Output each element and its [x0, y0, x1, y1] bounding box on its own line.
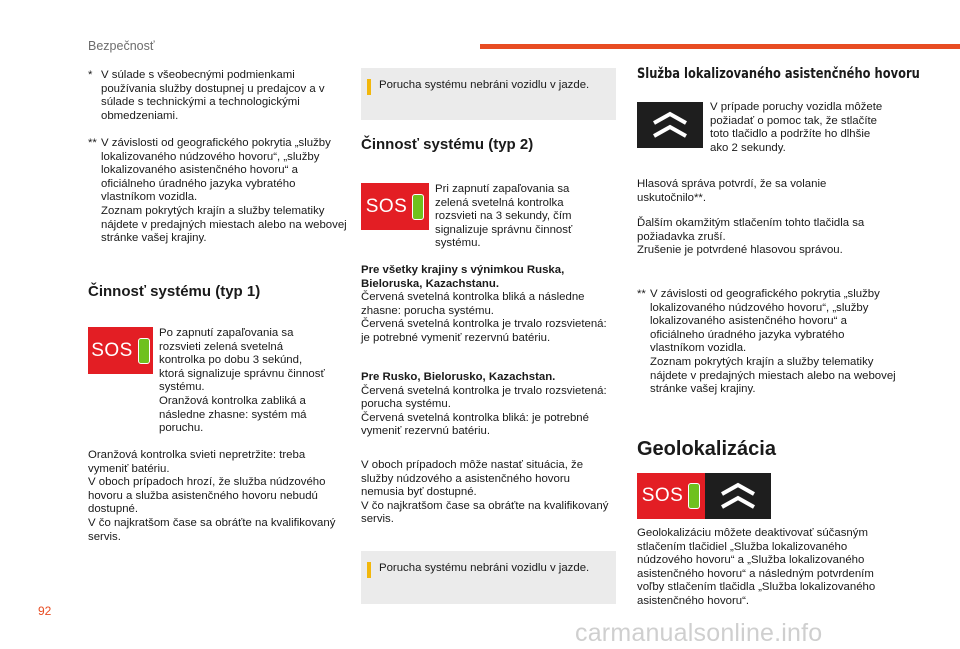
- type1-description: [159, 327, 329, 436]
- double-chevron-up-icon: [718, 480, 758, 512]
- cancel-paragraph: [637, 217, 897, 258]
- cancel-line1: Ďalším okamžitým stlačením tohto tlačidla sa požiadavka zruší.: [637, 217, 865, 243]
- geolocation-buttons-image: [637, 473, 771, 519]
- type2-block2: [361, 371, 616, 439]
- type1-desc-line1: Po zapnutí zapaľovania sa rozsvieti zelená svetelná kontrolka po dobu 3 sekúnd, ktorá signalizuje správnu činnosť systému.: [159, 327, 325, 394]
- type2-para-line2: V čo najkratšom čase sa obráťte na kvalifikovaný servis.: [361, 499, 609, 526]
- watermark: carmanualsonline.info: [575, 619, 823, 647]
- type2-block1-title: Pre všetky krajiny s výnimkou Ruska, Bieloruska, Kazachstanu.: [361, 264, 565, 290]
- type2-block1-line1: Červená svetelná kontrolka bliká a následne zhasne: porucha systému.: [361, 291, 585, 317]
- type2-block2-line2: Červená svetelná kontrolka bliká: je potrebné vymeniť rezervnú batériu.: [361, 411, 589, 438]
- page-number: 92: [38, 604, 52, 618]
- type2-paragraph: [361, 459, 616, 527]
- sos-label: SOS: [91, 339, 133, 361]
- footnote-1-mark: *: [88, 69, 93, 81]
- assistance-description: V prípade poruchy vozidla môžete požiadať o pomoc tak, že stlačíte toto tlačidlo a podržíte ho dlhšie ako 2 sekundy.: [710, 101, 883, 154]
- sos-label: SOS: [641, 485, 684, 506]
- footnote-2-text: V závislosti od geografického pokrytia „služby lokalizovaného núdzového hovoru“, „služby lokalizovaného asistenčného hovoru“ a oficiálneho úradného jazyka vybratého vlastníkom vozidla.: [101, 137, 331, 204]
- info-icon: [367, 562, 371, 578]
- sos-label: SOS: [365, 195, 408, 217]
- green-led-icon: [138, 338, 150, 364]
- info-box-bottom-text: Porucha systému nebráni vozidlu v jazde.: [379, 562, 590, 574]
- info-box-bottom: [361, 551, 616, 604]
- heading-type2: Činnosť systému (typ 2): [361, 136, 534, 153]
- info-box-top-text: Porucha systému nebráni vozidlu v jazde.: [379, 79, 590, 91]
- header-accent-bar: [480, 44, 960, 49]
- heading-assistance-call: Služba lokalizovaného asistenčného hovoru: [637, 66, 920, 82]
- assistance-button-image: [637, 102, 703, 148]
- type1-desc-line2: Oranžová kontrolka zabliká a následne zhasne: systém má poruchu.: [159, 394, 307, 435]
- assistance-button-small: [705, 473, 771, 519]
- footnote-1: [88, 69, 348, 123]
- sos-indicator-type1: [88, 327, 153, 374]
- sos-button-image: [637, 473, 705, 519]
- type1-para-line1: Oranžová kontrolka svieti nepretržite: treba vymeniť batériu.: [88, 449, 306, 475]
- cancel-line2: Zrušenie je potvrdené hlasovou správou.: [637, 244, 843, 257]
- footnote-3-text: V závislosti od geografického pokrytia „služby lokalizovaného núdzového hovoru“, „služby lokalizovaného asistenčného hovoru“ a oficiálneho úradného jazyka vybratého vlastníkom vozidla.: [650, 288, 880, 355]
- type2-para-line1: V oboch prípadoch môže nastať situácia, že služby núdzového a asistenčného hovoru nemusia byť dostupné.: [361, 459, 584, 499]
- green-led-icon: [412, 194, 424, 220]
- type2-description: Pri zapnutí zapaľovania sa zelená svetelná kontrolka rozsvieti na 3 sekundy, čím signalizuje správnu činnosť systému.: [435, 183, 573, 250]
- type1-para-line3: V čo najkratšom čase sa obráťte na kvalifikovaný servis.: [88, 516, 336, 543]
- footnote-3-mark: **: [637, 288, 646, 300]
- type2-block2-line1: Červená svetelná kontrolka je trvalo rozsvietená: porucha systému.: [361, 384, 607, 411]
- footnote-3: [637, 288, 899, 397]
- type2-block1: [361, 264, 616, 346]
- voice-confirmation: Hlasová správa potvrdí, že sa volanie uskutočnilo**.: [637, 178, 827, 204]
- type2-block1-line2: Červená svetelná kontrolka je trvalo rozsvietená: je potrebné vymeniť rezervnú batériu.: [361, 318, 607, 344]
- double-chevron-up-icon: [650, 109, 690, 141]
- heading-type1: Činnosť systému (typ 1): [88, 283, 261, 300]
- footnote-1-text: V súlade s všeobecnými podmienkami používania služby dostupnej u predajcov a v súlade s technickými a technologickými obmedzeniami.: [101, 69, 325, 122]
- type1-para-line2: V oboch prípadoch hrozí, že služba núdzového hovoru a služba asistenčného hovoru nebudú dostupné.: [88, 476, 326, 516]
- footnote-3-text-2: Zoznam pokrytých krajín a služby telematiky nájdete v predajných miestach alebo na webovej stránke vašej krajiny.: [650, 355, 896, 396]
- section-title: Bezpečnosť: [88, 39, 155, 53]
- type2-block2-title: Pre Rusko, Bielorusko, Kazachstan.: [361, 371, 556, 383]
- heading-geolocation: Geolokalizácia: [637, 438, 776, 460]
- type1-paragraph: [88, 449, 348, 544]
- footnote-2-mark: **: [88, 137, 97, 149]
- green-led-icon: [688, 483, 700, 509]
- footnote-2-text-2: Zoznam pokrytých krajín a služby telematiky nájdete v predajných miestach alebo na webovej stránke vašej krajiny.: [101, 204, 347, 245]
- info-icon: [367, 79, 371, 95]
- info-box-top: [361, 68, 616, 120]
- footnote-2: [88, 137, 350, 246]
- sos-indicator-type2: [361, 183, 429, 230]
- geolocation-description: Geolokalizáciu môžete deaktivovať súčasným stlačením tlačidiel „Služba lokalizovaného núdzového hovoru“ a „Služba lokalizovaného asistenčného hovoru“ a následným potvrdením voľby stlačením tlačidla „Služba lokalizovaného asistenčného hovoru“.: [637, 527, 876, 607]
